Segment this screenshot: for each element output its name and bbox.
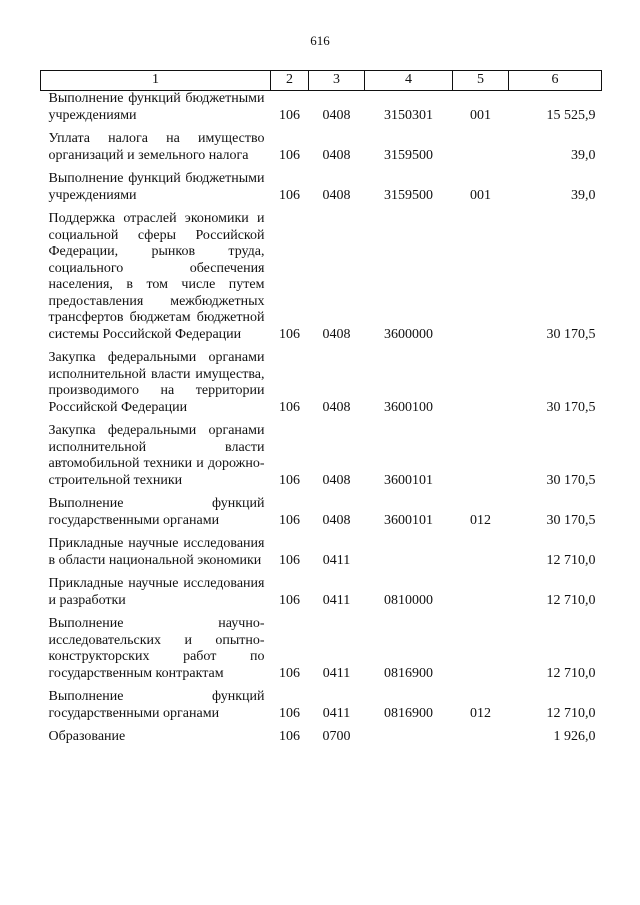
amount: 15 525,9: [546, 107, 596, 123]
code-col-2: 106: [279, 592, 300, 608]
code-col-5: 012: [470, 705, 491, 721]
table-row: [41, 91, 602, 132]
code-col-4: 3600101: [384, 512, 433, 528]
code-col-2: 106: [279, 512, 300, 528]
code-col-3: 0411: [322, 705, 351, 721]
code-col-5: 001: [470, 107, 491, 123]
code-col-3: 0408: [322, 472, 351, 488]
code-col-4: 3600100: [384, 399, 433, 415]
table-row: [41, 131, 602, 171]
column-header: 5: [453, 71, 509, 91]
item-name: Закупка федеральными органами исполнительной власти автомобильной техники и дорожно-строительной техники: [48, 423, 265, 488]
table-row: [41, 689, 602, 729]
code-col-5: [453, 211, 509, 350]
code-col-4: 0816900: [384, 705, 433, 721]
code-col-5: [453, 729, 509, 753]
code-col-3: 0408: [322, 399, 351, 415]
code-col-5: 012: [470, 512, 491, 528]
code-col-2: 106: [279, 472, 300, 488]
table-row: [41, 423, 602, 496]
code-col-3: 0411: [322, 552, 351, 568]
table-row: [41, 496, 602, 536]
item-name: Выполнение функций государственными органами: [48, 689, 265, 721]
code-col-2: 106: [279, 187, 300, 203]
code-col-4: 3600000: [384, 326, 433, 342]
code-col-2: 106: [279, 705, 300, 721]
item-name: Образование: [48, 729, 126, 744]
code-col-4: 0816900: [384, 665, 433, 681]
amount: 12 710,0: [546, 705, 596, 721]
item-name: Выполнение функций бюджетными учреждениями: [48, 171, 265, 203]
amount: 12 710,0: [546, 552, 596, 568]
item-name: Закупка федеральными органами исполнительной власти имущества, производимого на территории Российской Федерации: [48, 350, 265, 415]
column-header: 6: [509, 71, 602, 91]
item-name: Выполнение функций бюджетными учреждениями: [48, 91, 265, 123]
code-col-5: 001: [470, 187, 491, 203]
code-col-3: 0408: [322, 187, 351, 203]
column-header: 1: [41, 71, 271, 91]
code-col-2: 106: [279, 147, 300, 163]
code-col-3: 0700: [322, 729, 351, 744]
code-col-3: 0408: [322, 512, 351, 528]
code-col-2: 106: [279, 399, 300, 415]
page-number: 616: [310, 33, 330, 48]
amount: 1 926,0: [553, 729, 596, 744]
table-row: [41, 729, 602, 753]
amount: 39,0: [571, 187, 596, 203]
code-col-3: 0408: [322, 107, 351, 123]
code-col-4: 3600101: [384, 472, 433, 488]
code-col-5: [453, 131, 509, 171]
code-col-4: 3150301: [384, 107, 433, 123]
code-col-2: 106: [279, 107, 300, 123]
column-header: 4: [365, 71, 453, 91]
code-col-5: [453, 423, 509, 496]
code-col-4: 3159500: [384, 147, 433, 163]
code-col-5: [453, 616, 509, 689]
column-header: 2: [271, 71, 309, 91]
amount: 12 710,0: [546, 592, 596, 608]
table-header-row: [41, 71, 602, 91]
amount: 39,0: [571, 147, 596, 163]
item-name: Поддержка отраслей экономики и социальной сферы Российской Федерации, рынков труда, социального обеспечения населения, в том числе путем предоставления межбюджетных трансфертов бюджетам бюджетной системы Российской Федерации: [48, 211, 265, 342]
amount: 30 170,5: [546, 512, 596, 528]
item-name: Прикладные научные исследования и разработки: [48, 576, 265, 608]
code-col-2: 106: [279, 326, 300, 342]
code-col-4: [365, 729, 453, 753]
budget-table: [40, 70, 602, 753]
amount: 12 710,0: [546, 665, 596, 681]
code-col-3: 0408: [322, 147, 351, 163]
code-col-5: [453, 350, 509, 423]
table-row: [41, 350, 602, 423]
code-col-2: 106: [279, 665, 300, 681]
table-row: [41, 616, 602, 689]
code-col-2: 106: [279, 729, 300, 744]
amount: 30 170,5: [546, 472, 596, 488]
code-col-5: [453, 576, 509, 616]
item-name: Прикладные научные исследования в области национальной экономики: [48, 536, 265, 568]
code-col-4: [365, 536, 453, 576]
amount: 30 170,5: [546, 326, 596, 342]
code-col-5: [453, 536, 509, 576]
code-col-3: 0408: [322, 326, 351, 342]
item-name: Выполнение функций государственными органами: [48, 496, 265, 528]
code-col-4: 3159500: [384, 187, 433, 203]
code-col-4: 0810000: [384, 592, 433, 608]
table-row: [41, 171, 602, 211]
item-name: Уплата налога на имущество организаций и земельного налога: [48, 131, 265, 163]
amount: 30 170,5: [546, 399, 596, 415]
column-header: 3: [309, 71, 365, 91]
table-row: [41, 211, 602, 350]
code-col-3: 0411: [322, 665, 351, 681]
table-row: [41, 536, 602, 576]
code-col-3: 0411: [322, 592, 351, 608]
item-name: Выполнение научно-исследовательских и опытно-конструкторских работ по государственным контрактам: [48, 616, 265, 681]
code-col-2: 106: [279, 552, 300, 568]
table-row: [41, 576, 602, 616]
